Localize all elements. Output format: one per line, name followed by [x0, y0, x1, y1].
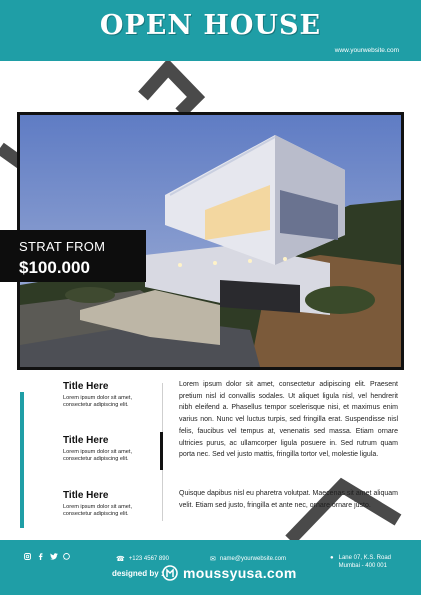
address-line-1: Lane 07, K.S. Road: [338, 555, 391, 561]
phone-number: +123 4567 890: [128, 556, 169, 562]
header-website[interactable]: www.yourwebsite.com: [334, 47, 399, 54]
feature-text: Lorem ipsum dolor sit amet, consectetur adipiscing elit.: [63, 449, 133, 463]
page-title: OPEN HOUSE: [99, 10, 322, 41]
phone-contact[interactable]: [116, 555, 169, 563]
body-paragraph-1: Lorem ipsum dolor sit amet, consectetur adipiscing elit. Praesent pretium nisl id convallis sodales. Ut aliquet ligula nisl, vel hendrerit nibh eleifend a. Phasellus tempor scelerisque nisi, et maximus enim varius non. Nunc vel luctus turpis, sed fringilla erat. Suspendisse nisl felis, faucibus vel tempus at, venenatis sed massa. Etiam ornare ultricies purus, ac ullamcorper ligula posuere in. Sed rutrum quam porta nec. Sed vel justo mattis, fringilla tortor vel, molestie ligula.: [179, 381, 398, 459]
feature-title: Title Here: [63, 490, 109, 501]
email-contact[interactable]: [210, 555, 286, 563]
brand-name[interactable]: moussyusa.com: [183, 565, 297, 581]
feature-title: Title Here: [63, 381, 109, 392]
twitter-icon[interactable]: [50, 553, 57, 560]
email-icon: ✉: [210, 556, 216, 563]
whatsapp-icon[interactable]: [63, 553, 70, 560]
feature-item: [63, 490, 158, 519]
feature-title: Title Here: [63, 435, 109, 446]
brand-logo-icon: [162, 564, 178, 582]
feature-item: [63, 381, 158, 410]
feature-item: [63, 435, 158, 464]
email-address: name@yourwebsite.com: [219, 556, 286, 562]
address-line-2: Mumbai - 400 001: [338, 563, 387, 569]
price-label: STRAT FROM: [19, 239, 106, 254]
phone-icon: ☎: [116, 556, 125, 563]
price-value: $100.000: [19, 258, 90, 277]
social-icons: [24, 553, 70, 560]
facebook-icon[interactable]: [37, 553, 44, 560]
accent-bar: [20, 392, 24, 528]
body-paragraph-2: Quisque dapibus nisl eu pharetra volutpat. Maecenas sit amet aliquam velit. Etiam sed justo, fringilla et ante nec, ornare ornare justo.: [179, 490, 398, 509]
feature-text: Lorem ipsum dolor sit amet, consectetur adipiscing elit.: [63, 395, 133, 409]
zigzag-top: [143, 68, 196, 113]
address-contact: [330, 554, 391, 570]
location-pin-icon: ●: [330, 555, 334, 561]
designed-by-label: designed by :: [112, 569, 164, 578]
divider-marker: [160, 432, 163, 470]
instagram-icon[interactable]: [24, 553, 31, 560]
price-badge: [0, 230, 146, 282]
feature-text: Lorem ipsum dolor sit amet, consectetur adipiscing elit.: [63, 504, 133, 518]
